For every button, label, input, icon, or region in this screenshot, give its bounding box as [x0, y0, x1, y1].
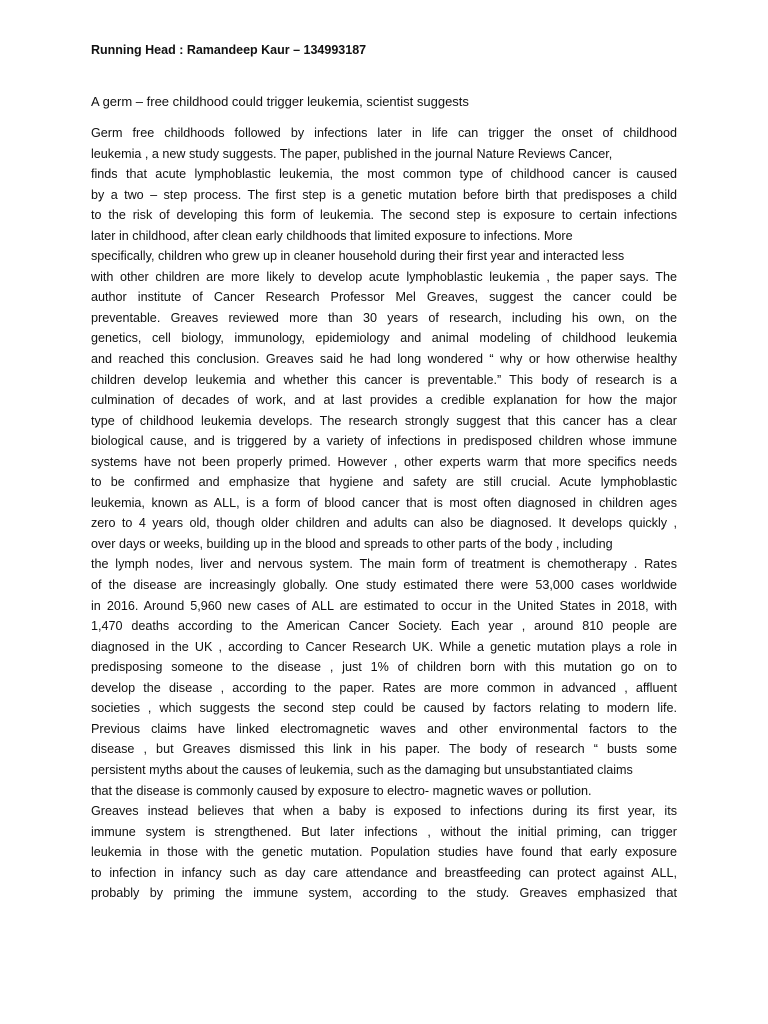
body-line: over days or weeks, building up in the blood and spreads to other parts of the body , including — [91, 536, 613, 551]
body-line: immune system is strengthened. But later infections , without the initial priming, can trigger — [91, 824, 677, 839]
body-line: type of childhood leukemia develops. The research strongly suggest that this cancer has a clear — [91, 413, 677, 428]
body-line: 1,470 deaths according to the American Cancer Society. Each year , around 810 people are — [91, 619, 677, 634]
body-line: author institute of Cancer Research Professor Mel Greaves, suggest the cancer could be — [91, 290, 677, 305]
body-line: to the risk of developing this form of leukemia. The second step is exposure to certain infections — [91, 208, 677, 223]
body-line: zero to 4 years old, though older children and adults can also be diagnosed. It develops quickly , — [91, 516, 677, 531]
body-line: Previous claims have linked electromagnetic waves and other environmental factors to the — [91, 721, 677, 736]
body-line: societies , which suggests the second step could be caused by factors relating to modern life. — [91, 701, 677, 716]
body-line: probably by priming the immune system, according to the study. Greaves emphasized that — [91, 886, 677, 901]
body-line: later in childhood, after clean early childhoods that limited exposure to infections. More — [91, 228, 573, 243]
body-line: systems have not been properly primed. However , other experts warm that more specifics needs — [91, 454, 677, 469]
body-line: persistent myths about the causes of leukemia, such as the damaging but unsubstantiated claims — [91, 762, 633, 777]
article-body — [91, 123, 677, 904]
body-line: children develop leukemia and whether this cancer is preventable.” This body of research is a — [91, 372, 677, 387]
body-line: finds that acute lymphoblastic leukemia, the most common type of childhood cancer is caused — [91, 167, 677, 182]
body-line: by a two – step process. The first step is a genetic mutation before birth that predisposes a child — [91, 187, 677, 202]
running-head: Running Head : Ramandeep Kaur – 134993187 — [91, 43, 367, 57]
body-line: with other children are more likely to develop acute lymphoblastic leukemia , the paper says. The — [91, 269, 677, 284]
body-line: genetics, cell biology, immunology, epidemiology and animal modeling of childhood leukemia — [91, 331, 677, 346]
body-line: of the disease are increasingly globally. One study estimated there were 53,000 cases worldwide — [91, 578, 677, 593]
article-title: A germ – free childhood could trigger leukemia, scientist suggests — [91, 94, 469, 109]
body-line: disease , but Greaves dismissed this link in his paper. The body of research “ busts some — [91, 742, 677, 757]
body-line: diagnosed in the UK , according to Cancer Research UK. While a genetic mutation plays a role in — [91, 639, 677, 654]
body-line: preventable. Greaves reviewed more than 30 years of research, including his own, on the — [91, 310, 677, 325]
body-line: Greaves instead believes that when a baby is exposed to infections during its first year, its — [91, 804, 677, 819]
body-line: the lymph nodes, liver and nervous system. The main form of treatment is chemotherapy . Rates — [91, 557, 677, 572]
body-line: culmination of decades of work, and at last provides a credible explanation for how the major — [91, 393, 677, 408]
body-line: Germ free childhoods followed by infections later in life can trigger the onset of childhood — [91, 126, 677, 140]
body-line: leukemia in those with the genetic mutation. Population studies have found that early exposure — [91, 845, 677, 860]
body-line: biological cause, and is triggered by a variety of infections in predisposed children whose immune — [91, 434, 677, 449]
body-line: in 2016. Around 5,960 new cases of ALL are estimated to occur in the United States in 2018, with — [91, 598, 677, 613]
body-line: develop the disease , according to the paper. Rates are more common in advanced , affluent — [91, 680, 677, 695]
body-line: specifically, children who grew up in cleaner household during their first year and interacted less — [91, 249, 625, 264]
body-line: that the disease is commonly caused by exposure to electro- magnetic waves or pollution. — [91, 783, 592, 798]
body-line: to infection in infancy such as day care attendance and breastfeeding can protect against ALL, — [91, 865, 677, 880]
body-line: leukemia , a new study suggests. The paper, published in the journal Nature Reviews Cancer, — [91, 146, 613, 161]
body-line: to be confirmed and emphasize that hygiene and safety are still crucial. Acute lymphoblastic — [91, 475, 677, 490]
body-line: leukemia, known as ALL, is a form of blood cancer that is most often diagnosed in children ages — [91, 495, 677, 510]
body-line: and reached this conclusion. Greaves said he had long wondered “ why or how otherwise healthy — [91, 352, 677, 367]
body-line: predisposing someone to the disease , just 1% of children born with this mutation go on to — [91, 660, 677, 675]
